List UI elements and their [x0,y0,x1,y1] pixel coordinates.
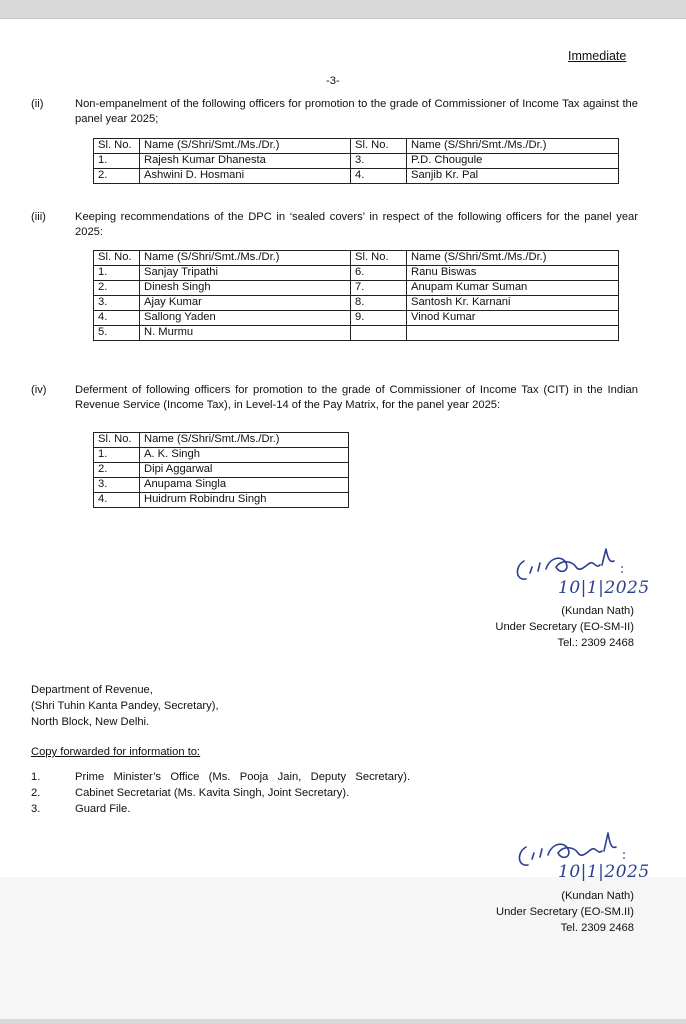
section-iii-text: Keeping recommendations of the DPC in ‘sealed covers’ in respect of the following officers for the panel year 2025: [75,211,638,238]
table-cell: Ranu Biswas [407,266,619,281]
section-ii-numeral: (ii) [31,98,44,110]
table-cell: Sanjay Tripathi [140,266,351,281]
table-cell: Huidrum Robindru Singh [140,493,349,508]
table-row [94,326,619,341]
table-row [94,478,349,493]
table-cell: Dipi Aggarwal [140,463,349,478]
table-cell: Anupam Kumar Suman [407,281,619,296]
table-cell: 9. [351,311,407,326]
table-sealed-covers [93,250,619,341]
copy-item-text: Prime Minister’s Office (Ms. Pooja Jain, Deputy Secretary). [75,771,411,783]
copy-item-text: Guard File. [75,803,131,815]
header-cell: Name (S/Shri/Smt./Ms./Dr.) [140,139,351,154]
signatory-designation: Under Secretary (EO-SM-II) [495,621,634,633]
table-row [94,463,349,478]
document-page [0,18,686,1019]
addressee-line: Department of Revenue, [31,684,153,696]
header-cell: Name (S/Shri/Smt./Ms./Dr.) [140,251,351,266]
table-row [94,493,349,508]
header-cell: Sl. No. [94,251,140,266]
header-cell: Name (S/Shri/Smt./Ms./Dr.) [140,433,349,448]
table-row [94,266,619,281]
signatory-name: (Kundan Nath) [561,890,634,902]
table-cell: 2. [94,169,140,184]
signatory-tel: Tel. 2309 2468 [560,922,634,934]
table-cell: 2. [94,463,140,478]
table-cell: 4. [94,311,140,326]
table-cell: A. K. Singh [140,448,349,463]
table-cell: 8. [351,296,407,311]
table-cell: P.D. Chougule [407,154,619,169]
table-cell: 6. [351,266,407,281]
table-cell: Ashwini D. Hosmani [140,169,351,184]
section-iv-text: Deferment of following officers for promotion to the grade of Commissioner of Income Tax (CIT) in the Indian Revenue Service (Income Tax), in Level-14 of the Pay Matrix, for the panel year 2025: [75,384,638,411]
header-cell: Name (S/Shri/Smt./Ms./Dr.) [407,251,619,266]
table-non-empanelment [93,138,619,184]
table-cell: N. Murmu [140,326,351,341]
handwritten-date: 10|1|2025 [558,578,650,598]
table-row [94,448,349,463]
table-row [94,154,619,169]
addressee-line: (Shri Tuhin Kanta Pandey, Secretary), [31,700,219,712]
section-ii-text: Non-empanelment of the following officers for promotion to the grade of Commissioner of Income Tax against the panel year 2025; [75,98,638,125]
copy-item-text: Cabinet Secretariat (Ms. Kavita Singh, Joint Secretary). [75,787,350,799]
table-cell: Dinesh Singh [140,281,351,296]
header-cell: Sl. No. [351,139,407,154]
signatory-name: (Kundan Nath) [561,605,634,617]
header-cell: Sl. No. [351,251,407,266]
signatory-tel: Tel.: 2309 2468 [557,637,634,649]
handwritten-date: 10|1|2025 [558,862,650,882]
table-cell: Sallong Yaden [140,311,351,326]
table-cell: 1. [94,266,140,281]
section-iii-numeral: (iii) [31,211,46,223]
table-cell: 5. [94,326,140,341]
addressee-line: North Block, New Delhi. [31,716,150,728]
table-cell: 2. [94,281,140,296]
copy-item-number: 1. [31,771,41,783]
table-cell: Santosh Kr. Karnani [407,296,619,311]
table-cell: Rajesh Kumar Dhanesta [140,154,351,169]
table-header-row [94,139,619,154]
table-cell [407,326,619,341]
section-iv-numeral: (iv) [31,384,47,396]
table-cell: 3. [351,154,407,169]
header-cell: Name (S/Shri/Smt./Ms./Dr.) [407,139,619,154]
table-row [94,169,619,184]
header-cell: Sl. No. [94,433,140,448]
table-row [94,296,619,311]
table-cell: 7. [351,281,407,296]
table-cell: Ajay Kumar [140,296,351,311]
table-header-row [94,251,619,266]
table-row [94,311,619,326]
table-cell: Sanjib Kr. Pal [407,169,619,184]
table-cell: Vinod Kumar [407,311,619,326]
table-cell: 3. [94,296,140,311]
table-cell: Anupama Singla [140,478,349,493]
signatory-designation: Under Secretary (EO-SM.II) [495,906,634,918]
table-cell [351,326,407,341]
table-cell: 3. [94,478,140,493]
immediate-label: Immediate [568,49,627,63]
table-deferment [93,432,349,508]
table-cell: 4. [94,493,140,508]
table-cell: 1. [94,154,140,169]
table-cell: 4. [351,169,407,184]
table-header-row [94,433,349,448]
copy-item-number: 2. [31,787,41,799]
page-number: -3- [326,75,340,87]
table-row [94,281,619,296]
header-cell: Sl. No. [94,139,140,154]
copy-item-number: 3. [31,803,41,815]
copy-heading: Copy forwarded for information to: [31,746,201,758]
table-cell: 1. [94,448,140,463]
